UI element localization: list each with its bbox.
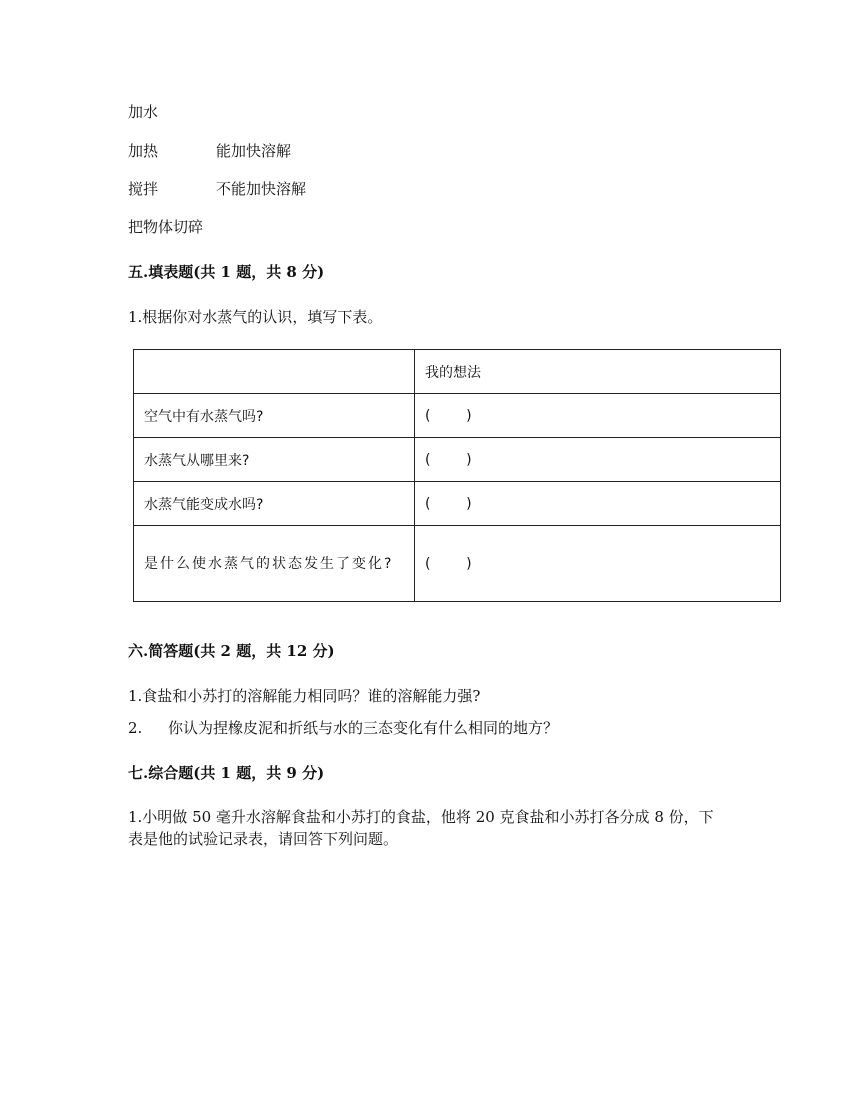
section6-question-1: 1.食盐和小苏打的溶解能力相同吗？谁的溶解能力强? xyxy=(128,687,481,705)
answer-blank[interactable]: ( ) xyxy=(415,482,781,526)
method-add-water xyxy=(128,102,158,122)
question-cell: 水蒸气从哪里来? xyxy=(134,438,415,482)
result-label: 能加快溶解 xyxy=(216,142,292,160)
table-header-row xyxy=(134,350,781,394)
method-label: 加水 xyxy=(128,103,159,121)
question-number: 2. xyxy=(128,719,143,737)
method-cut-row xyxy=(128,217,203,237)
question-cell: 是什么使水蒸气的状态发生了变化? xyxy=(134,526,415,602)
method-label: 加热 xyxy=(128,142,159,160)
section6-question-2 xyxy=(128,718,558,738)
method-label: 把物体切碎 xyxy=(128,218,204,236)
table-row xyxy=(134,438,781,482)
section7-question-1: 1.小明做 50 毫升水溶解食盐和小苏打的食盐，他将 20 克食盐和小苏打各分成 8 份，下表是他的试验记录表，请回答下列问题。 xyxy=(128,808,714,848)
method-label: 搅拌 xyxy=(128,180,159,198)
section5-heading: 五.填表题(共 1 题，共 8 分) xyxy=(128,263,325,281)
question-cell: 空气中有水蒸气吗? xyxy=(134,394,415,438)
result-label: 不能加快溶解 xyxy=(216,180,307,198)
header-blank-cell xyxy=(134,350,415,394)
section5-question: 1.根据你对水蒸气的认识，填写下表。 xyxy=(128,308,383,326)
method-heat-row xyxy=(128,141,291,161)
section7-heading: 七.综合题(共 1 题，共 9 分) xyxy=(128,764,325,782)
question-cell: 水蒸气能变成水吗? xyxy=(134,482,415,526)
method-stir-row xyxy=(128,179,306,199)
table-row xyxy=(134,394,781,438)
answer-blank[interactable]: ( ) xyxy=(415,438,781,482)
answer-blank[interactable]: ( ) xyxy=(415,394,781,438)
table-row xyxy=(134,482,781,526)
question-text: 你认为捏橡皮泥和折纸与水的三态变化有什么相同的地方？ xyxy=(168,719,559,737)
table-row xyxy=(134,526,781,602)
water-vapor-table xyxy=(133,349,781,602)
answer-blank[interactable]: ( ) xyxy=(415,526,781,602)
section6-heading: 六.简答题(共 2 题，共 12 分) xyxy=(128,642,335,660)
header-answer-cell: 我的想法 xyxy=(415,350,781,394)
